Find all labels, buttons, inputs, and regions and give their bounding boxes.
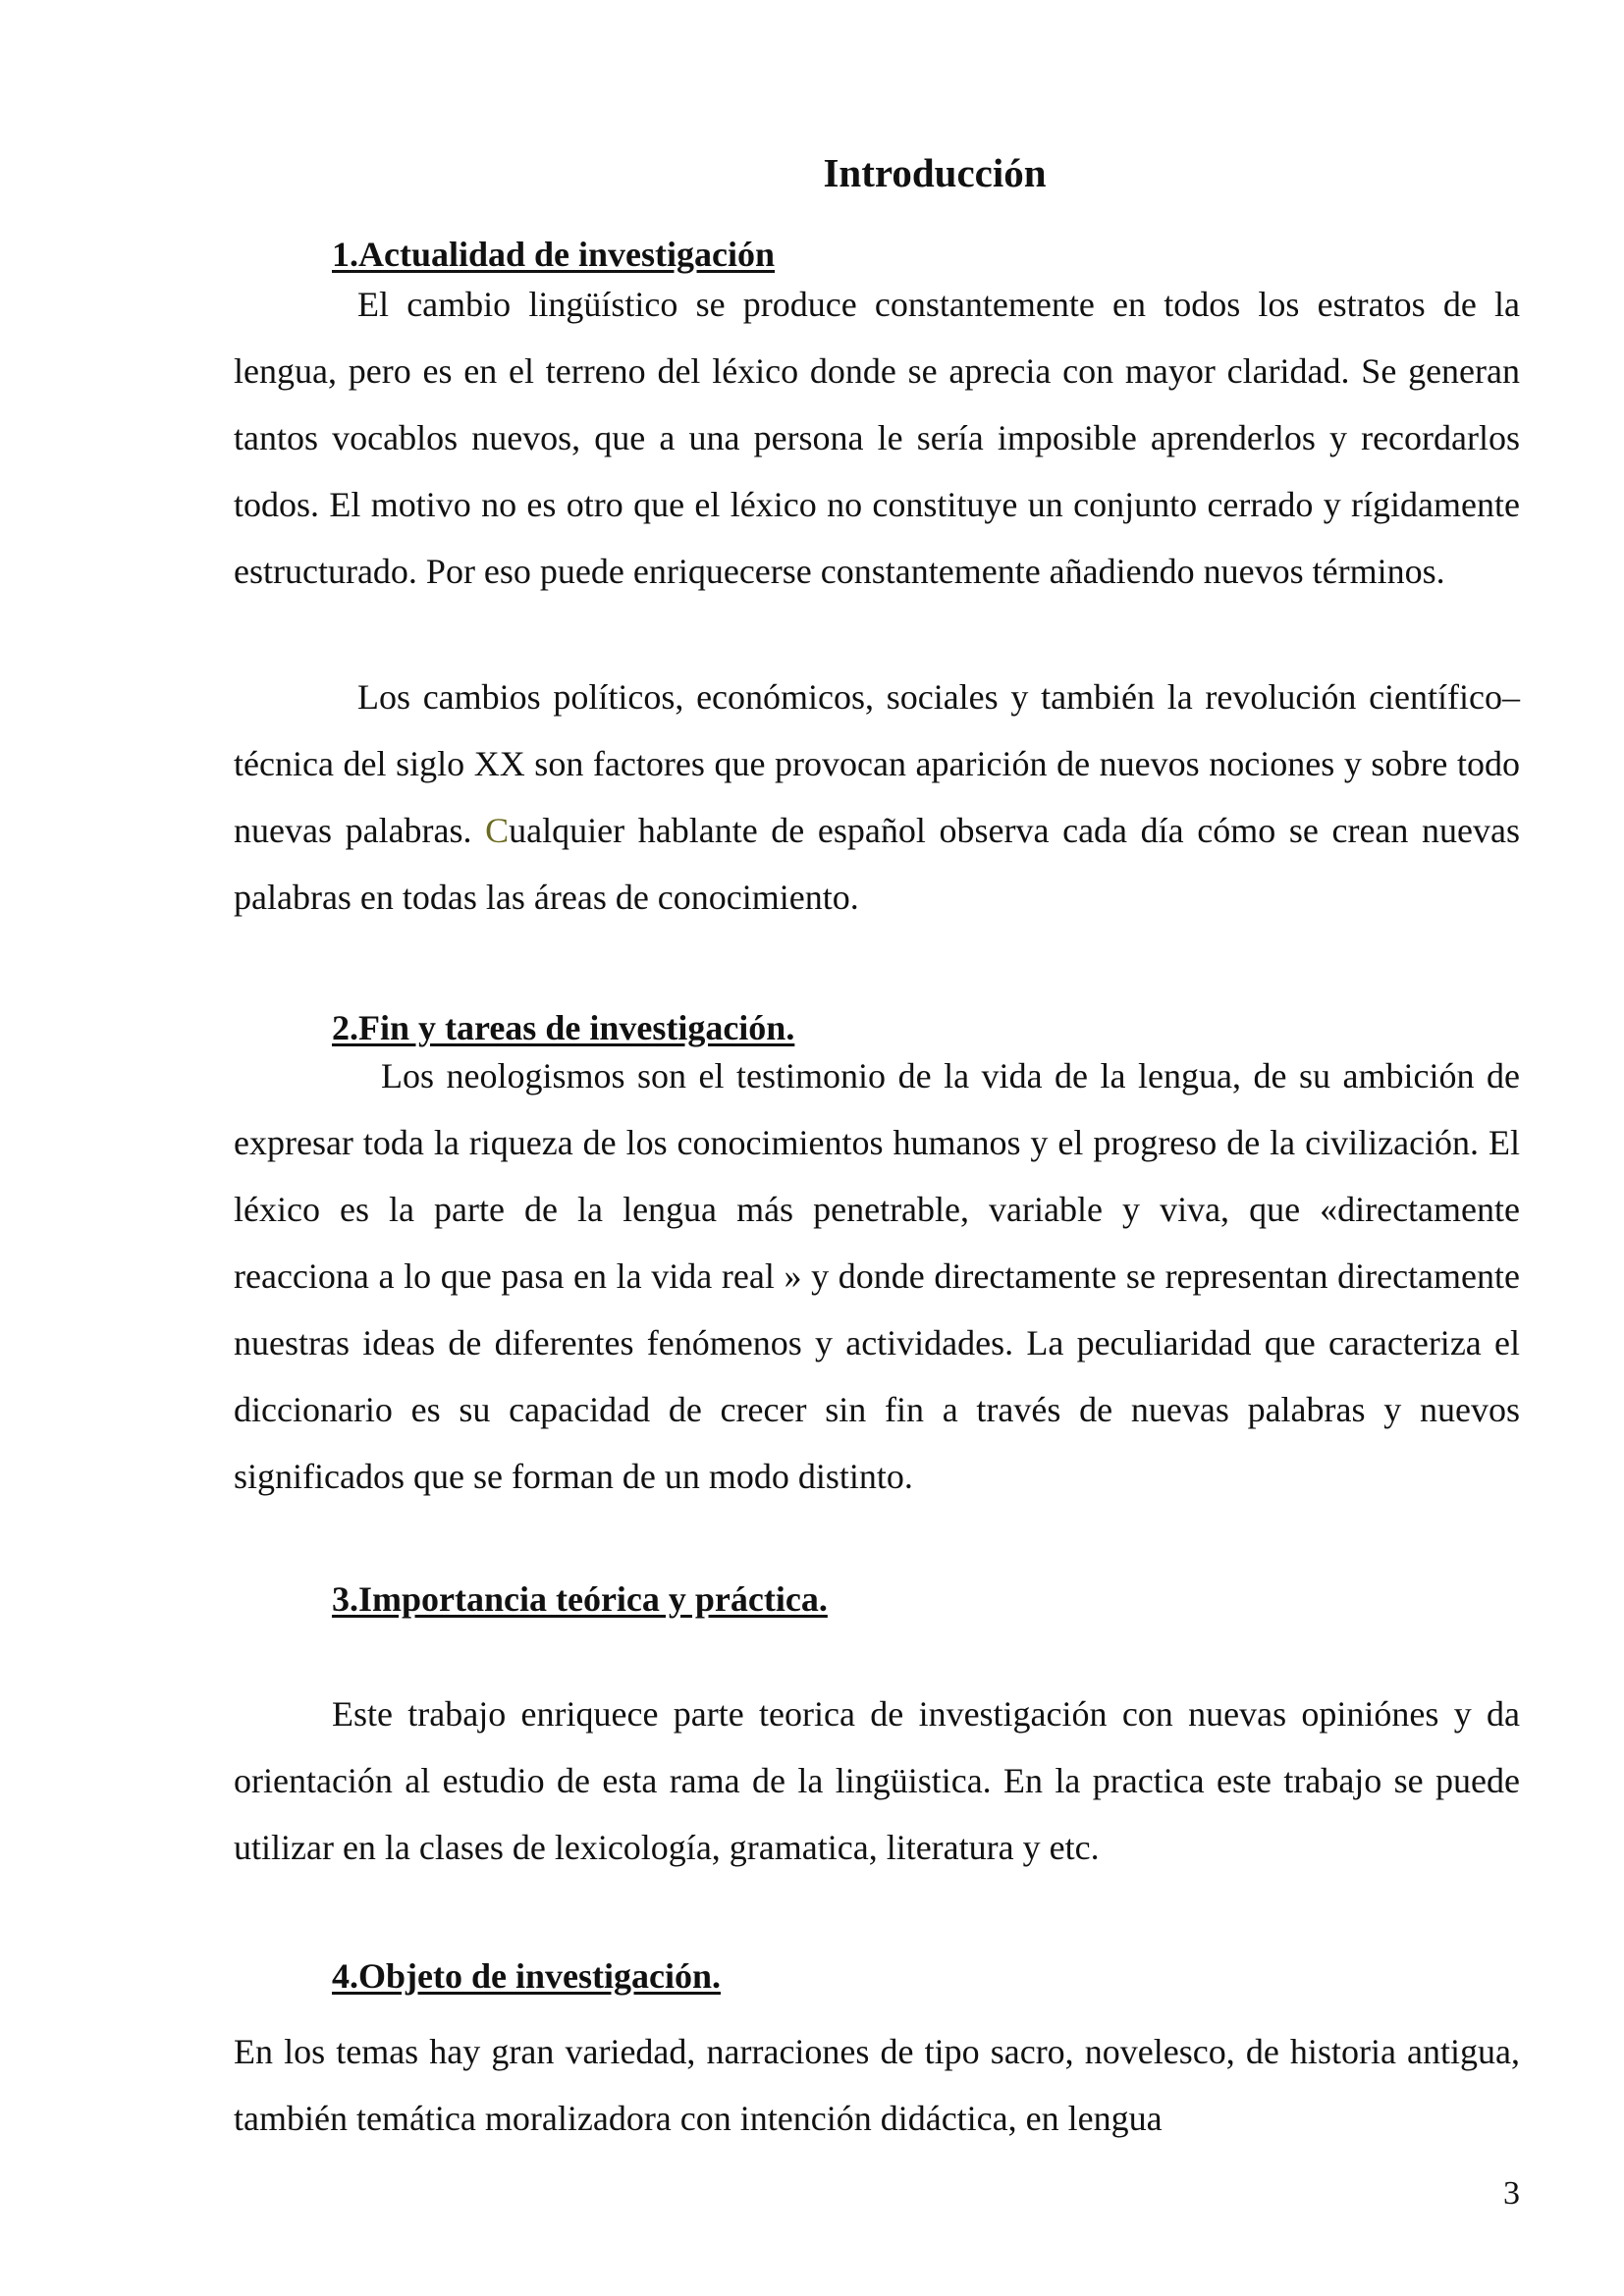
paragraph-actualidad-2-tail: ualquier hablante de español observa cada día cómo se crean nuevas palabras en todas las áreas de conocimiento. xyxy=(234,811,1520,917)
paragraph-actualidad-2 xyxy=(234,664,1520,931)
section-heading-importancia: 3.Importancia teórica y práctica. xyxy=(332,1579,828,1619)
paragraph-actualidad-1: El cambio lingüístico se produce constantemente en todos los estratos de la lengua, pero es en el terreno del léxico donde se aprecia con mayor claridad. Se generan tantos vocablos nuevos, que a una persona le sería imposible aprenderlos y recordarlos todos. El motivo no es otro que el léxico no constituye un conjunto cerrado y rígidamente estructurado. Por eso puede enriquecerse constantemente añadiendo nuevos términos. xyxy=(234,285,1520,591)
accent-letter: C xyxy=(485,811,510,850)
paragraph-actualidad-2-text: Los cambios políticos, económicos, sociales y también la revolución científico–técnica del siglo XX son factores que provocan aparición de nuevos nociones y sobre todo nuevas palabras. xyxy=(234,677,1520,850)
paragraph-fin-tareas: Los neologismos son el testimonio de la vida de la lengua, de su ambición de expresar toda la riqueza de los conocimientos humanos y el progreso de la civilización. El léxico es la parte de la lengua más penetrable, variable y viva, que «directamente reacciona a lo que pasa en la vida real » y donde directamente se representan directamente nuestras ideas de diferentes fenómenos y actividades. La peculiaridad que caracteriza el diccionario es su capacidad de crecer sin fin a través de nuevas palabras y nuevos significados que se forman de un modo distinto. xyxy=(234,1056,1520,1496)
section-heading-objeto: 4.Objeto de investigación. xyxy=(332,1956,721,1996)
page-title: Introducción xyxy=(823,150,1047,195)
section-heading-actualidad: 1.Actualidad de investigación xyxy=(332,235,776,274)
paragraph-objeto: En los temas hay gran variedad, narraciones de tipo sacro, novelesco, de historia antigua, también temática moralizadora con intención didáctica, en lengua xyxy=(234,2032,1520,2138)
paragraph-importancia: Este trabajo enriquece parte teorica de investigación con nuevas opiniónes y da orientación al estudio de esta rama de la lingüistica. En la practica este trabajo se puede utilizar en la clases de lexicología, gramatica, literatura y etc. xyxy=(234,1694,1520,1867)
page-number: 3 xyxy=(1503,2175,1520,2212)
section-heading-fin-tareas: 2.Fin y tareas de investigación. xyxy=(332,1008,795,1047)
